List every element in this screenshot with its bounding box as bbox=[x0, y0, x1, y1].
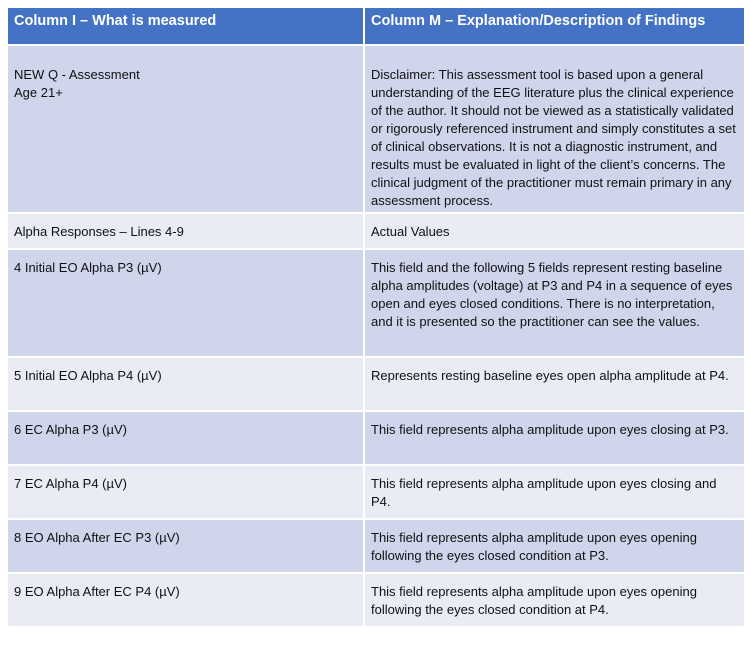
description-cell: This field represents alpha amplitude upon eyes opening following the eyes closed condition at P3. bbox=[364, 519, 745, 573]
description-cell: This field represents alpha amplitude upon eyes closing and P4. bbox=[364, 465, 745, 519]
measure-cell bbox=[7, 45, 364, 213]
measure-text: Age 21+ bbox=[14, 85, 63, 100]
column-header-explanation: Column M – Explanation/Description of Findings bbox=[364, 7, 745, 45]
table-row-eo-after-ec-p4 bbox=[7, 573, 745, 627]
findings-table-container bbox=[6, 6, 744, 628]
table-row-alpha-responses bbox=[7, 213, 745, 249]
description-cell: Actual Values bbox=[364, 213, 745, 249]
table-header-row bbox=[7, 7, 745, 45]
table-row-initial-eo-p4 bbox=[7, 357, 745, 411]
table-row-ec-p3 bbox=[7, 411, 745, 465]
measure-cell: 7 EC Alpha P4 (µV) bbox=[7, 465, 364, 519]
findings-table bbox=[6, 6, 746, 628]
description-cell: Disclaimer: This assessment tool is based upon a general understanding of the EEG literature plus the clinical experience of the author. It should not be viewed as a statistically validated or rigorously referenced instrument and simply constitutes a set of clinical observations. It is not a diagnostic instrument, and results must be evaluated in light of the client’s concerns. The clinical judgment of the practitioner must remain primary in any assessment process. bbox=[364, 45, 745, 213]
table-row-ec-p4 bbox=[7, 465, 745, 519]
measure-cell: 5 Initial EO Alpha P4 (µV) bbox=[7, 357, 364, 411]
column-header-measured: Column I – What is measured bbox=[7, 7, 364, 45]
measure-cell: 6 EC Alpha P3 (µV) bbox=[7, 411, 364, 465]
table-row-initial-eo-p3 bbox=[7, 249, 745, 357]
table-row-eo-after-ec-p3 bbox=[7, 519, 745, 573]
description-cell: This field represents alpha amplitude upon eyes opening following the eyes closed condition at P4. bbox=[364, 573, 745, 627]
measure-cell: 8 EO Alpha After EC P3 (µV) bbox=[7, 519, 364, 573]
description-cell: This field and the following 5 fields represent resting baseline alpha amplitudes (voltage) at P3 and P4 in a sequence of eyes open and eyes closed conditions. There is no interpretation, and it is presented so the practitioner can see the values. bbox=[364, 249, 745, 357]
measure-cell: Alpha Responses – Lines 4-9 bbox=[7, 213, 364, 249]
table-row-disclaimer bbox=[7, 45, 745, 213]
description-cell: This field represents alpha amplitude upon eyes closing at P3. bbox=[364, 411, 745, 465]
measure-cell: 4 Initial EO Alpha P3 (µV) bbox=[7, 249, 364, 357]
measure-cell: 9 EO Alpha After EC P4 (µV) bbox=[7, 573, 364, 627]
description-cell: Represents resting baseline eyes open alpha amplitude at P4. bbox=[364, 357, 745, 411]
measure-text: NEW Q - Assessment bbox=[14, 67, 140, 82]
